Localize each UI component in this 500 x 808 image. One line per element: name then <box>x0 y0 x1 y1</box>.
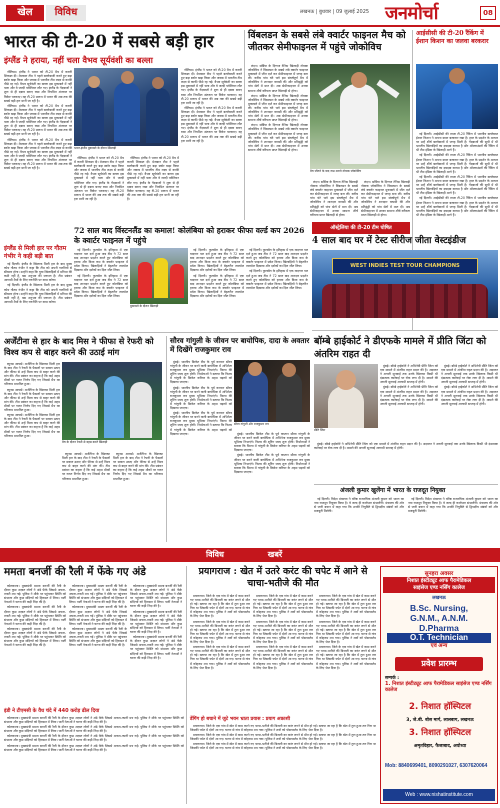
bottom-label-vividh[interactable]: विविध <box>206 550 224 559</box>
story7-body: मुंबई। भारतीय क्रिकेट टीम के पूर्व कप्तान सौरव गांगुली के जीवन पर बनने वाली बायोपिक में अभिनेता राजकुमार राव मुख्य भूमिका निभाएंगे। फिल्म की शूटिंग जल्द शुरू होगी। निर्माताओं ने बताया कि फिल्म में गांगुली के क्रिकेट करियर के अहम पड़ावों को दिखाया जाएगा। मुंबई। भारतीय क्रिकेट टीम के पूर्व कप्तान सौरव गांगुली के जीवन पर बनने वाली बायोपिक में अभिनेता राजकुमार राव मुख्य भूमिका निभाएंगे। फिल्म की शूटिंग जल्द शुरू होगी। निर्माताओं ने बताया कि फिल्म में गांगुली के क्रिकेट करियर के अहम पड़ावों को दिखाया जाएगा। मुंबई। भारतीय क्रिकेट टीम के पूर्व कप्तान सौरव गांगुली के जीवन पर बनने वाली बायोपिक में अभिनेता राजकुमार राव मुख्य भूमिका निभाएंगे। फिल्म की शूटिंग जल्द शुरू होगी। निर्माताओं ने बताया कि फिल्म में गांगुली के क्रिकेट करियर के अहम पड़ावों को दिखाया जाएगा। <box>170 360 232 436</box>
ad-course: B.Sc. Nursing, <box>409 603 469 613</box>
story1-body-col2: नॉटिंघम। इंग्लैंड ने भारत को टी-20 मैच में करारी शिकस्त दी। मेजबान टीम ने पहले बल्लेबाजी करते हुए बड़ा स्कोर खड़ा किया और जवाब में भारतीय टीम लक्ष्य से काफी पीछे रह गई। वैभव सूर्यवंशी का बल्ला इस मुकाबले में नहीं चला और वे जल्दी पवेलियन लौट गए। इंग्लैंड के गेंदबाजों ने शुरू से ही दबाव बनाए रखा और नियमित अंतराल पर विकेट चटकाए। यह टी-20 प्रारूप में भारत की अब तक की सबसे बड़ी हार मानी जा रही है। <box>74 156 124 201</box>
ad-item2: 2. निशात हॉस्पिटल <box>409 702 471 712</box>
story11-body: प्रयागराज। जिले के एक गांव में खेत में काम करने गए चाचा-भतीजे की बिजली का करंट लगने से मौत हो गई। बताया जा रहा है कि खेत में टूटा हुआ तार गिरा था जिसकी चपेट में दोनों आ गए। घटना से गांव में कोहराम मच गया। पुलिस ने शवों को पोस्टमार्टम के लिए भेज दिया है। प्रयागराज। जिले के एक गांव में खेत में काम करने गए चाचा-भतीजे की बिजली का करंट लगने से मौत हो गई। बताया जा रहा है कि खेत में टूटा हुआ तार गिरा था जिसकी चपेट में दोनों आ गए। घटना से गांव में कोहराम मच गया। पुलिस ने शवों को पोस्टमार्टम के लिए भेज दिया है। प्रयागराज। जिले के एक गांव में खेत में काम करने गए चाचा-भतीजे की बिजली का करंट लगने से मौत हो गई। बताया जा रहा है कि खेत में टूटा हुआ तार गिरा था जिसकी चपेट में दोनों आ गए। घटना से गांव में कोहराम मच गया। पुलिस ने शवों को पोस्टमार्टम के लिए भेज दिया है। <box>190 594 250 670</box>
story1-inset-body: नई दिल्ली। इंग्लैंड के खिलाफ मिली हार के बाद मुख्य कोच गौतम गंभीर ने कहा कि टीम को अपनी गलतियों से सीखना होगा। उन्होंने कहा कि युवा खिलाड़ियों में प्रतिभा की कमी नहीं है, बस अनुभव की जरूरत है। टीम प्रबंधन आगामी मैचों के लिए रणनीति पर काम करेगा। नई दिल्ली। इंग्लैंड के खिलाफ मिली हार के बाद मुख्य कोच गौतम गंभीर ने कहा कि टीम को अपनी गलतियों से सीखना होगा। उन्होंने कहा कि युवा खिलाड़ियों में प्रतिभा की कमी नहीं है, बस अनुभव की जरूरत है। टीम प्रबंधन आगामी मैचों के लिए रणनीति पर काम करेगा। <box>4 262 72 304</box>
story1-subhead: इंग्लैंड ने हराया, नहीं चला वैभव सूर्यवंशी का बल्ला <box>4 55 153 65</box>
masthead <box>0 0 500 28</box>
story1-photo <box>74 68 178 146</box>
bottom-section-bar <box>0 548 500 562</box>
ad-address2: 3, जे.बी. बोस मार्ग, लालबाग, लखनऊ <box>406 718 474 723</box>
story2-headline[interactable]: विंबलडन के सबसे लंबे क्वार्टर फाइनल मैच को जीतकर सेमीफाइनल में पहुंचे जोकोविच <box>248 30 406 53</box>
story10-body: कोलकाता। मुख्यमंत्री ममता बनर्जी की रैली के दौरान कुछ अज्ञात लोगों ने अंडे फेंके जिससे अफरा-तफरी मच गई। पुलिस ने मौके पर पहुंचकर स्थिति को संभाला और कुछ संदिग्धों को हिरासत में लिया। पार्टी नेताओं ने घटना की कड़ी निंदा की है। कोलकाता। मुख्यमंत्री ममता बनर्जी की रैली के दौरान कुछ अज्ञात लोगों ने अंडे फेंके जिससे अफरा-तफरी मच गई। पुलिस ने मौके पर पहुंचकर स्थिति को संभाला और कुछ संदिग्धों को हिरासत में लिया। पार्टी नेताओं ने घटना की कड़ी निंदा की है। कोलकाता। मुख्यमंत्री ममता बनर्जी की रैली के दौरान कुछ अज्ञात लोगों ने अंडे फेंके जिससे अफरा-तफरी मच गई। पुलिस ने मौके पर पहुंचकर स्थिति को संभाला और कुछ संदिग्धों को हिरासत में लिया। पार्टी नेताओं ने घटना की कड़ी निंदा की है। <box>4 584 66 648</box>
ad-contact-label: सम्पर्क : <box>385 676 400 681</box>
story5-banner: WEST INDIES TEST TOUR CHAMPIONS <box>332 258 478 274</box>
story1-body: नॉटिंघम। इंग्लैंड ने भारत को टी-20 मैच में करारी शिकस्त दी। मेजबान टीम ने पहले बल्लेबाजी करते हुए बड़ा स्कोर खड़ा किया और जवाब में भारतीय टीम लक्ष्य से काफी पीछे रह गई। वैभव सूर्यवंशी का बल्ला इस मुकाबले में नहीं चला और वे जल्दी पवेलियन लौट गए। इंग्लैंड के गेंदबाजों ने शुरू से ही दबाव बनाए रखा और नियमित अंतराल पर विकेट चटकाए। यह टी-20 प्रारूप में भारत की अब तक की सबसे बड़ी हार मानी जा रही है। नॉटिंघम। इंग्लैंड ने भारत को टी-20 मैच में करारी शिकस्त दी। मेजबान टीम ने पहले बल्लेबाजी करते हुए बड़ा स्कोर खड़ा किया और जवाब में भारतीय टीम लक्ष्य से काफी पीछे रह गई। वैभव सूर्यवंशी का बल्ला इस मुकाबले में नहीं चला और वे जल्दी पवेलियन लौट गए। इंग्लैंड के गेंदबाजों ने शुरू से ही दबाव बनाए रखा और नियमित अंतराल पर विकेट चटकाए। यह टी-20 प्रारूप में भारत की अब तक की सबसे बड़ी हार मानी जा रही है। नॉटिंघम। इंग्लैंड ने भारत को टी-20 मैच में करारी शिकस्त दी। मेजबान टीम ने पहले बल्लेबाजी करते हुए बड़ा स्कोर खड़ा किया और जवाब में भारतीय टीम लक्ष्य से काफी पीछे रह गई। वैभव सूर्यवंशी का बल्ला इस मुकाबले में नहीं चला और वे जल्दी पवेलियन लौट गए। इंग्लैंड के गेंदबाजों ने शुरू से ही दबाव बनाए रखा और नियमित अंतराल पर विकेट चटकाए। यह टी-20 प्रारूप में भारत की अब तक की सबसे बड़ी हार मानी जा रही है। <box>4 70 72 171</box>
story6-body-col2: ब्यूनस आयर्स। अर्जेंटीना के खिलाफ मिली हार के बाद टीम ने रेफरी के फैसलों पर सवाल उठाए और फीफा से उन्हें विश्व कप से बाहर करने की मांग की। टीम प्रबंधन का कहना है कि कई अहम मौकों पर गलत निर्णय दिए गए जिससे मैच का परिणाम प्रभावित हुआ। <box>62 452 110 481</box>
story2-body-col3: लंदन। सर्बिया के दिग्गज टेनिस खिलाड़ी नोवाक जोकोविच ने विंबलडन के सबसे लंबे क्वार्टर फाइनल मुकाबले में जीत दर्ज कर सेमीफाइनल में जगह बना ली। करीब पांच घंटे चले इस संघर्षपूर्ण मैच में जोकोविच ने शानदार वापसी की और प्रतिद्वंद्वी को पांच सेटों में मात दी। अब सेमीफाइनल में उनका सामना शीर्ष वरीयता प्राप्त खिलाड़ी से होगा। <box>361 180 410 217</box>
ad-title-line1: निशात इंस्टीट्यूट आफ पैरामेडिकल <box>406 578 472 584</box>
section-tab-vividh[interactable]: विविध <box>46 5 86 21</box>
masthead-logo: जनमोर्चा <box>385 3 438 24</box>
ad-tagline: सुनहरा अवसर <box>424 571 454 577</box>
story7-photo <box>234 360 310 422</box>
ad-title <box>383 577 495 593</box>
story7-caption: सौरव गांगुली और राजकुमार राव <box>234 422 269 426</box>
dateline: लखनऊ | बुधवार | 09 जुलाई 2025 <box>300 9 370 15</box>
page-number: 08 <box>480 6 496 20</box>
story8-caption: प्रीति जिंटा <box>314 428 326 432</box>
ad-address3: अमृतविहार, फैजाबाद, अयोध्या <box>413 744 467 749</box>
story5-photo <box>312 250 498 318</box>
story4-headline[interactable]: 72 साल बाद विंस्टनलैंड का कमाल! कोलंबिया को हराकर फीफा वर्ल्ड कप 2026 के क्वार्टर फाइनल में पहुंचे <box>74 226 305 245</box>
story5-kicker: ऑस्ट्रेलिया की टी-20 टीम घोषित <box>312 222 410 234</box>
divider <box>4 332 304 333</box>
ad-item1: 1. निशात इंस्टीट्यूट आफ पैरामेडिकल साइंसेज एण्ड नर्सिंग कालेज <box>385 681 492 694</box>
story1-inset <box>4 245 72 340</box>
story6-headline[interactable]: अर्जेंटीना से हार के बाद मिस ने फीफा से रेफरी को विश्व कप से बाहर करने की उठाई मांग <box>4 336 154 357</box>
bottom-label-khabren[interactable]: खबरें <box>267 550 283 559</box>
story6-body: ब्यूनस आयर्स। अर्जेंटीना के खिलाफ मिली हार के बाद टीम ने रेफरी के फैसलों पर सवाल उठाए और फीफा से उन्हें विश्व कप से बाहर करने की मांग की। टीम प्रबंधन का कहना है कि कई अहम मौकों पर गलत निर्णय दिए गए जिससे मैच का परिणाम प्रभावित हुआ। ब्यूनस आयर्स। अर्जेंटीना के खिलाफ मिली हार के बाद टीम ने रेफरी के फैसलों पर सवाल उठाए और फीफा से उन्हें विश्व कप से बाहर करने की मांग की। टीम प्रबंधन का कहना है कि कई अहम मौकों पर गलत निर्णय दिए गए जिससे मैच का परिणाम प्रभावित हुआ। ब्यूनस आयर्स। अर्जेंटीना के खिलाफ मिली हार के बाद टीम ने रेफरी के फैसलों पर सवाल उठाए और फीफा से उन्हें विश्व कप से बाहर करने की मांग की। टीम प्रबंधन का कहना है कि कई अहम मौकों पर गलत निर्णय दिए गए जिससे मैच का परिणाम प्रभावित हुआ। <box>4 362 60 438</box>
story1-body-col3: नॉटिंघम। इंग्लैंड ने भारत को टी-20 मैच में करारी शिकस्त दी। मेजबान टीम ने पहले बल्लेबाजी करते हुए बड़ा स्कोर खड़ा किया और जवाब में भारतीय टीम लक्ष्य से काफी पीछे रह गई। वैभव सूर्यवंशी का बल्ला इस मुकाबले में नहीं चला और वे जल्दी पवेलियन लौट गए। इंग्लैंड के गेंदबाजों ने शुरू से ही दबाव बनाए रखा और नियमित अंतराल पर विकेट चटकाए। यह टी-20 प्रारूप में भारत की अब तक की सबसे बड़ी हार मानी जा रही है। <box>127 156 179 201</box>
story10-body-col3: कोलकाता। मुख्यमंत्री ममता बनर्जी की रैली के दौरान कुछ अज्ञात लोगों ने अंडे फेंके जिससे अफरा-तफरी मच गई। पुलिस ने मौके पर पहुंचकर स्थिति को संभाला और कुछ संदिग्धों को हिरासत में लिया। पार्टी नेताओं ने घटना की कड़ी निंदा की है। कोलकाता। मुख्यमंत्री ममता बनर्जी की रैली के दौरान कुछ अज्ञात लोगों ने अंडे फेंके जिससे अफरा-तफरी मच गई। पुलिस ने मौके पर पहुंचकर स्थिति को संभाला और कुछ संदिग्धों को हिरासत में लिया। पार्टी नेताओं ने घटना की कड़ी निंदा की है। कोलकाता। मुख्यमंत्री ममता बनर्जी की रैली के दौरान कुछ अज्ञात लोगों ने अंडे फेंके जिससे अफरा-तफरी मच गई। पुलिस ने मौके पर पहुंचकर स्थिति को संभाला और कुछ संदिग्धों को हिरासत में लिया। पार्टी नेताओं ने घटना की कड़ी निंदा की है। <box>130 584 182 660</box>
story1-caption: भारत-इंग्लैंड मुकाबले के दौरान खिलाड़ी <box>74 146 117 150</box>
story2-body-col2: लंदन। सर्बिया के दिग्गज टेनिस खिलाड़ी नोवाक जोकोविच ने विंबलडन के सबसे लंबे क्वार्टर फाइनल मुकाबले में जीत दर्ज कर सेमीफाइनल में जगह बना ली। करीब पांच घंटे चले इस संघर्षपूर्ण मैच में जोकोविच ने शानदार वापसी की और प्रतिद्वंद्वी को पांच सेटों में मात दी। अब सेमीफाइनल में उनका सामना शीर्ष वरीयता प्राप्त खिलाड़ी से होगा। <box>310 180 358 217</box>
story3-headline[interactable]: आईसीसी की टी-20 रैंकिंग में ईशान किशन का जलवा बरकरार <box>416 30 489 45</box>
story4-body: नई दिल्ली। फुटबॉल के इतिहास में एक यादगार पल दर्ज हुआ जब टीम ने 72 साल बाद शानदार प्रदर्शन करते हुए कोलंबिया को हराया और विश्व कप के क्वार्टर फाइनल में प्रवेश किया। खिलाड़ियों ने बेहतरीन तालमेल दिखाया और दर्शकों का दिल जीत लिया। नई दिल्ली। फुटबॉल के इतिहास में एक यादगार पल दर्ज हुआ जब टीम ने 72 साल बाद शानदार प्रदर्शन करते हुए कोलंबिया को हराया और विश्व कप के क्वार्टर फाइनल में प्रवेश किया। खिलाड़ियों ने बेहतरीन तालमेल दिखाया और दर्शकों का दिल जीत लिया। <box>74 248 128 299</box>
divider <box>314 484 498 485</box>
story8-body-col2: मुंबई। बॉम्बे हाईकोर्ट ने अभिनेत्री प्रीति जिंटा को एक मामले में अंतरिम राहत प्रदान की है। अदालत ने अगली सुनवाई तक उनके खिलाफ किसी भी दंडात्मक कार्रवाई पर रोक लगा दी है। मामले की अगली सुनवाई आगामी सप्ताह में होगी। मुंबई। बॉम्बे हाईकोर्ट ने अभिनेत्री प्रीति जिंटा को एक मामले में अंतरिम राहत प्रदान की है। अदालत ने अगली सुनवाई तक उनके खिलाफ किसी भी दंडात्मक कार्रवाई पर रोक लगा दी है। मामले की अगली सुनवाई आगामी सप्ताह में होगी। <box>441 364 498 406</box>
divider <box>244 30 245 220</box>
story5-headline[interactable]: 4 साल बाद घर में टेस्ट सीरीज जीता वेस्टइंडीज <box>312 236 466 246</box>
ad-mobile: Mob: 8840699401, 8090291027, 6307620064 <box>385 763 488 769</box>
section-tab-khel[interactable]: खेल <box>6 5 44 21</box>
story10-body-col2: कोलकाता। मुख्यमंत्री ममता बनर्जी की रैली के दौरान कुछ अज्ञात लोगों ने अंडे फेंके जिससे अफरा-तफरी मच गई। पुलिस ने मौके पर पहुंचकर स्थिति को संभाला और कुछ संदिग्धों को हिरासत में लिया। पार्टी नेताओं ने घटना की कड़ी निंदा की है। कोलकाता। मुख्यमंत्री ममता बनर्जी की रैली के दौरान कुछ अज्ञात लोगों ने अंडे फेंके जिससे अफरा-तफरी मच गई। पुलिस ने मौके पर पहुंचकर स्थिति को संभाला और कुछ संदिग्धों को हिरासत में लिया। पार्टी नेताओं ने घटना की कड़ी निंदा की है। कोलकाता। मुख्यमंत्री ममता बनर्जी की रैली के दौरान कुछ अज्ञात लोगों ने अंडे फेंके जिससे अफरा-तफरी मच गई। पुलिस ने मौके पर पहुंचकर स्थिति को संभाला और कुछ संदिग्धों को हिरासत में लिया। पार्टी नेताओं ने घटना की कड़ी निंदा की है। <box>69 584 127 648</box>
story1-headline[interactable]: भारत की टी-20 में सबसे बड़ी हार <box>4 32 214 51</box>
ad-course: O.T. Technician <box>387 633 491 643</box>
ad-item3: 3. निशात हॉस्पिटल <box>409 728 471 738</box>
story11-headline[interactable]: प्रयागराज : खेत में उतरे करंट की चपेट में आने से चाचा-भतीजे की मौत <box>198 566 368 589</box>
story6-photo <box>62 362 162 440</box>
story11-subhead: डेंगिंग हो बचाने में जुटे भवन भ्राता प्रयास : प्रयाग अफ़ाशी <box>190 717 291 722</box>
story10-body-bottom: कोलकाता। मुख्यमंत्री ममता बनर्जी की रैली के दौरान कुछ अज्ञात लोगों ने अंडे फेंके जिससे अफरा-तफरी मच गई। पुलिस ने मौके पर पहुंचकर स्थिति को संभाला और कुछ संदिग्धों को हिरासत में लिया। पार्टी नेताओं ने घटना की कड़ी निंदा की है। कोलकाता। मुख्यमंत्री ममता बनर्जी की रैली के दौरान कुछ अज्ञात लोगों ने अंडे फेंके जिससे अफरा-तफरी मच गई। पुलिस ने मौके पर पहुंचकर स्थिति को संभाला और कुछ संदिग्धों को हिरासत में लिया। पार्टी नेताओं ने घटना की कड़ी निंदा की है। कोलकाता। मुख्यमंत्री ममता बनर्जी की रैली के दौरान कुछ अज्ञात लोगों ने अंडे फेंके जिससे अफरा-तफरी मच गई। पुलिस ने मौके पर पहुंचकर स्थिति को संभाला और कुछ संदिग्धों को हिरासत में लिया। पार्टी नेताओं ने घटना की कड़ी निंदा की है। कोलकाता। मुख्यमंत्री ममता बनर्जी की रैली के दौरान कुछ अज्ञात लोगों ने अंडे फेंके जिससे अफरा-तफरी मच गई। पुलिस ने मौके पर पहुंचकर स्थिति को संभाला और कुछ संदिग्धों को हिरासत में लिया। पार्टी नेताओं ने घटना की कड़ी निंदा की है। <box>4 716 184 752</box>
story2-body: लंदन। सर्बिया के दिग्गज टेनिस खिलाड़ी नोवाक जोकोविच ने विंबलडन के सबसे लंबे क्वार्टर फाइनल मुकाबले में जीत दर्ज कर सेमीफाइनल में जगह बना ली। करीब पांच घंटे चले इस संघर्षपूर्ण मैच में जोकोविच ने शानदार वापसी की और प्रतिद्वंद्वी को पांच सेटों में मात दी। अब सेमीफाइनल में उनका सामना शीर्ष वरीयता प्राप्त खिलाड़ी से होगा। लंदन। सर्बिया के दिग्गज टेनिस खिलाड़ी नोवाक जोकोविच ने विंबलडन के सबसे लंबे क्वार्टर फाइनल मुकाबले में जीत दर्ज कर सेमीफाइनल में जगह बना ली। करीब पांच घंटे चले इस संघर्षपूर्ण मैच में जोकोविच ने शानदार वापसी की और प्रतिद्वंद्वी को पांच सेटों में मात दी। अब सेमीफाइनल में उनका सामना शीर्ष वरीयता प्राप्त खिलाड़ी से होगा। लंदन। सर्बिया के दिग्गज टेनिस खिलाड़ी नोवाक जोकोविच ने विंबलडन के सबसे लंबे क्वार्टर फाइनल मुकाबले में जीत दर्ज कर सेमीफाइनल में जगह बना ली। करीब पांच घंटे चले इस संघर्षपूर्ण मैच में जोकोविच ने शानदार वापसी की और प्रतिद्वंद्वी को पांच सेटों में मात दी। अब सेमीफाइनल में उनका सामना शीर्ष वरीयता प्राप्त खिलाड़ी से होगा। <box>248 64 308 152</box>
story10-headline[interactable]: ममता बनर्जी की रैली में फेंके गए अंडे <box>4 566 146 578</box>
story11-body-bottom: प्रयागराज। जिले के एक गांव में खेत में काम करने गए चाचा-भतीजे की बिजली का करंट लगने से मौत हो गई। बताया जा रहा है कि खेत में टूटा हुआ तार गिरा था जिसकी चपेट में दोनों आ गए। घटना से गांव में कोहराम मच गया। पुलिस ने शवों को पोस्टमार्टम के लिए भेज दिया है। प्रयागराज। जिले के एक गांव में खेत में काम करने गए चाचा-भतीजे की बिजली का करंट लगने से मौत हो गई। बताया जा रहा है कि खेत में टूटा हुआ तार गिरा था जिसकी चपेट में दोनों आ गए। घटना से गांव में कोहराम मच गया। पुलिस ने शवों को पोस्टमार्टम के लिए भेज दिया है। प्रयागराज। जिले के एक गांव में खेत में काम करने गए चाचा-भतीजे की बिजली का करंट लगने से मौत हो गई। बताया जा रहा है कि खेत में टूटा हुआ तार गिरा था जिसकी चपेट में दोनों आ गए। घटना से गांव में कोहराम मच गया। पुलिस ने शवों को पोस्टमार्टम के लिए भेज दिया है। <box>190 724 376 751</box>
story4-body-col3: नई दिल्ली। फुटबॉल के इतिहास में एक यादगार पल दर्ज हुआ जब टीम ने 72 साल बाद शानदार प्रदर्शन करते हुए कोलंबिया को हराया और विश्व कप के क्वार्टर फाइनल में प्रवेश किया। खिलाड़ियों ने बेहतरीन तालमेल दिखाया और दर्शकों का दिल जीत लिया। नई दिल्ली। फुटबॉल के इतिहास में एक यादगार पल दर्ज हुआ जब टीम ने 72 साल बाद शानदार प्रदर्शन करते हुए कोलंबिया को हराया और विश्व कप के क्वार्टर फाइनल में प्रवेश किया। खिलाड़ियों ने बेहतरीन तालमेल दिखाया और दर्शकों का दिल जीत लिया। <box>246 248 308 290</box>
story1-body-col4: नॉटिंघम। इंग्लैंड ने भारत को टी-20 मैच में करारी शिकस्त दी। मेजबान टीम ने पहले बल्लेबाजी करते हुए बड़ा स्कोर खड़ा किया और जवाब में भारतीय टीम लक्ष्य से काफी पीछे रह गई। वैभव सूर्यवंशी का बल्ला इस मुकाबले में नहीं चला और वे जल्दी पवेलियन लौट गए। इंग्लैंड के गेंदबाजों ने शुरू से ही दबाव बनाए रखा और नियमित अंतराल पर विकेट चटकाए। यह टी-20 प्रारूप में भारत की अब तक की सबसे बड़ी हार मानी जा रही है। नॉटिंघम। इंग्लैंड ने भारत को टी-20 मैच में करारी शिकस्त दी। मेजबान टीम ने पहले बल्लेबाजी करते हुए बड़ा स्कोर खड़ा किया और जवाब में भारतीय टीम लक्ष्य से काफी पीछे रह गई। वैभव सूर्यवंशी का बल्ला इस मुकाबले में नहीं चला और वे जल्दी पवेलियन लौट गए। इंग्लैंड के गेंदबाजों ने शुरू से ही दबाव बनाए रखा और नियमित अंतराल पर विकेट चटकाए। यह टी-20 प्रारूप में भारत की अब तक की सबसे बड़ी हार मानी जा रही है। <box>181 68 242 143</box>
story3-body: नई दिल्ली। आईसीसी की ताजा टी-20 रैंकिंग में भारतीय बल्लेबाज ईशान किशन ने अपना स्थान बरकरार रखा है। हाल के प्रदर्शन के आधार पर उन्हें शीर्ष बल्लेबाजों में जगह मिली है। गेंदबाजों की सूची में भी भारतीय खिलाड़ियों का दबदबा कायम है और ऑलराउंडरों की रैंकिंग में भी टीम इंडिया के खिलाड़ी आगे हैं। नई दिल्ली। आईसीसी की ताजा टी-20 रैंकिंग में भारतीय बल्लेबाज ईशान किशन ने अपना स्थान बरकरार रखा है। हाल के प्रदर्शन के आधार पर उन्हें शीर्ष बल्लेबाजों में जगह मिली है। गेंदबाजों की सूची में भी भारतीय खिलाड़ियों का दबदबा कायम है और ऑलराउंडरों की रैंकिंग में भी टीम इंडिया के खिलाड़ी आगे हैं। नई दिल्ली। आईसीसी की ताजा टी-20 रैंकिंग में भारतीय बल्लेबाज ईशान किशन ने अपना स्थान बरकरार रखा है। हाल के प्रदर्शन के आधार पर उन्हें शीर्ष बल्लेबाजों में जगह मिली है। गेंदबाजों की सूची में भी भारतीय खिलाड़ियों का दबदबा कायम है और ऑलराउंडरों की रैंकिंग में भी टीम इंडिया के खिलाड़ी आगे हैं। नई दिल्ली। आईसीसी की ताजा टी-20 रैंकिंग में भारतीय बल्लेबाज ईशान किशन ने अपना स्थान बरकरार रखा है। हाल के प्रदर्शन के आधार पर उन्हें शीर्ष बल्लेबाजों में जगह मिली है। गेंदबाजों की सूची में भी भारतीय खिलाड़ियों का दबदबा कायम है और ऑलराउंडरों की रैंकिंग में भी टीम इंडिया के खिलाड़ी आगे हैं। <box>416 132 498 217</box>
story7-body-col2: मुंबई। भारतीय क्रिकेट टीम के पूर्व कप्तान सौरव गांगुली के जीवन पर बनने वाली बायोपिक में अभिनेता राजकुमार राव मुख्य भूमिका निभाएंगे। फिल्म की शूटिंग जल्द शुरू होगी। निर्माताओं ने बताया कि फिल्म में गांगुली के क्रिकेट करियर के अहम पड़ावों को दिखाया जाएगा। मुंबई। भारतीय क्रिकेट टीम के पूर्व कप्तान सौरव गांगुली के जीवन पर बनने वाली बायोपिक में अभिनेता राजकुमार राव मुख्य भूमिका निभाएंगे। फिल्म की शूटिंग जल्द शुरू होगी। निर्माताओं ने बताया कि फिल्म में गांगुली के क्रिकेट करियर के अहम पड़ावों को दिखाया जाएगा। <box>234 432 310 474</box>
story8-photo <box>314 364 378 428</box>
story8-headline[interactable]: बॉम्बे हाईकोर्ट ने डीएफके मामले में प्रीति जिंटा को अंतरिम राहत दी <box>314 336 487 360</box>
story7-headline[interactable]: सौरव गांगुली के जीवन पर बायोपिक, दादा के अवतार में दिखेंगे राजकुमार राव <box>170 336 310 355</box>
ad-course: D.Pharma <box>419 623 459 633</box>
story11-body-col3: प्रयागराज। जिले के एक गांव में खेत में काम करने गए चाचा-भतीजे की बिजली का करंट लगने से मौत हो गई। बताया जा रहा है कि खेत में टूटा हुआ तार गिरा था जिसकी चपेट में दोनों आ गए। घटना से गांव में कोहराम मच गया। पुलिस ने शवों को पोस्टमार्टम के लिए भेज दिया है। प्रयागराज। जिले के एक गांव में खेत में काम करने गए चाचा-भतीजे की बिजली का करंट लगने से मौत हो गई। बताया जा रहा है कि खेत में टूटा हुआ तार गिरा था जिसकी चपेट में दोनों आ गए। घटना से गांव में कोहराम मच गया। पुलिस ने शवों को पोस्टमार्टम के लिए भेज दिया है। प्रयागराज। जिले के एक गांव में खेत में काम करने गए चाचा-भतीजे की बिजली का करंट लगने से मौत हो गई। बताया जा रहा है कि खेत में टूटा हुआ तार गिरा था जिसकी चपेट में दोनों आ गए। घटना से गांव में कोहराम मच गया। पुलिस ने शवों को पोस्टमार्टम के लिए भेज दिया है। <box>316 594 376 670</box>
story10-subhead: इंडी ने टीएमसी के वैध चंदे में 440 करोड़ ढील दिया <box>4 708 100 714</box>
ad-website[interactable]: Web : www.nishatinstitute.com <box>383 789 495 801</box>
advertisement[interactable] <box>380 566 498 804</box>
story8-body: मुंबई। बॉम्बे हाईकोर्ट ने अभिनेत्री प्रीति जिंटा को एक मामले में अंतरिम राहत प्रदान की है। अदालत ने अगली सुनवाई तक उनके खिलाफ किसी भी दंडात्मक कार्रवाई पर रोक लगा दी है। मामले की अगली सुनवाई आगामी सप्ताह में होगी। मुंबई। बॉम्बे हाईकोर्ट ने अभिनेत्री प्रीति जिंटा को एक मामले में अंतरिम राहत प्रदान की है। अदालत ने अगली सुनवाई तक उनके खिलाफ किसी भी दंडात्मक कार्रवाई पर रोक लगा दी है। मामले की अगली सुनवाई आगामी सप्ताह में होगी। <box>380 364 438 406</box>
story2-photo <box>310 64 410 169</box>
story4-caption: मुकाबले के दौरान खिलाड़ी <box>130 304 159 308</box>
ad-course: एवं अन्य <box>430 643 448 649</box>
story6-caption: मैच के दौरान रेफरी से बहस करते खिलाड़ी <box>62 440 108 444</box>
story6-body-col3: ब्यूनस आयर्स। अर्जेंटीना के खिलाफ मिली हार के बाद टीम ने रेफरी के फैसलों पर सवाल उठाए और फीफा से उन्हें विश्व कप से बाहर करने की मांग की। टीम प्रबंधन का कहना है कि कई अहम मौकों पर गलत निर्णय दिए गए जिससे मैच का परिणाम प्रभावित हुआ। <box>113 452 163 481</box>
masthead-rule <box>0 25 500 27</box>
ad-admission: प्रवेश प्रारम्भ <box>395 657 483 671</box>
story9-body: नई दिल्ली। विदेश मंत्रालय ने वरिष्ठ राजनयिक अंजली कुमार को भारत का नया राजदूत नियुक्त किया है। वे जल्द ही कार्यभार संभालेंगी। मंत्रालय की ओर से जारी बयान में कहा गया कि उनकी नियुक्ति से द्विपक्षीय संबंधों को और मजबूती मिलेगी। <box>314 497 404 514</box>
story9-headline[interactable]: अंजली कुमार खुलेंगा में भारत के राजदूत नियुक्त <box>340 487 446 494</box>
story2-caption: मैच जीतने के बाद जश्न मनाते नोवाक जोकोविच <box>310 169 362 173</box>
divider <box>312 330 498 331</box>
story4-photo <box>130 248 188 304</box>
story9-body-col2: नई दिल्ली। विदेश मंत्रालय ने वरिष्ठ राजनयिक अंजली कुमार को भारत का नया राजदूत नियुक्त किया है। वे जल्द ही कार्यभार संभालेंगी। मंत्रालय की ओर से जारी बयान में कहा गया कि उनकी नियुक्ति से द्विपक्षीय संबंधों को और मजबूती मिलेगी। <box>408 497 498 514</box>
divider <box>186 566 187 804</box>
ad-course: G.N.M., A.N.M. <box>410 613 468 623</box>
story1-inset-headline[interactable]: इंग्लैंड से मिली हार पर गौतम गंभीर ने कही बड़ी बात <box>4 245 67 260</box>
story11-body-col2: प्रयागराज। जिले के एक गांव में खेत में काम करने गए चाचा-भतीजे की बिजली का करंट लगने से मौत हो गई। बताया जा रहा है कि खेत में टूटा हुआ तार गिरा था जिसकी चपेट में दोनों आ गए। घटना से गांव में कोहराम मच गया। पुलिस ने शवों को पोस्टमार्टम के लिए भेज दिया है। प्रयागराज। जिले के एक गांव में खेत में काम करने गए चाचा-भतीजे की बिजली का करंट लगने से मौत हो गई। बताया जा रहा है कि खेत में टूटा हुआ तार गिरा था जिसकी चपेट में दोनों आ गए। घटना से गांव में कोहराम मच गया। पुलिस ने शवों को पोस्टमार्टम के लिए भेज दिया है। प्रयागराज। जिले के एक गांव में खेत में काम करने गए चाचा-भतीजे की बिजली का करंट लगने से मौत हो गई। बताया जा रहा है कि खेत में टूटा हुआ तार गिरा था जिसकी चपेट में दोनों आ गए। घटना से गांव में कोहराम मच गया। पुलिस ने शवों को पोस्टमार्टम के लिए भेज दिया है। <box>253 594 313 670</box>
story3-photo <box>416 64 498 129</box>
story4-body-col2: नई दिल्ली। फुटबॉल के इतिहास में एक यादगार पल दर्ज हुआ जब टीम ने 72 साल बाद शानदार प्रदर्शन करते हुए कोलंबिया को हराया और विश्व कप के क्वार्टर फाइनल में प्रवेश किया। खिलाड़ियों ने बेहतरीन तालमेल दिखाया और दर्शकों का दिल जीत लिया। नई दिल्ली। फुटबॉल के इतिहास में एक यादगार पल दर्ज हुआ जब टीम ने 72 साल बाद शानदार प्रदर्शन करते हुए कोलंबिया को हराया और विश्व कप के क्वार्टर फाइनल में प्रवेश किया। खिलाड़ियों ने बेहतरीन तालमेल दिखाया और दर्शकों का दिल जीत लिया। <box>190 248 244 299</box>
ad-title-line2: साइंसेज एण्ड नर्सिंग कालेज <box>413 585 465 591</box>
story8-body-cont: मुंबई। बॉम्बे हाईकोर्ट ने अभिनेत्री प्रीति जिंटा को एक मामले में अंतरिम राहत प्रदान की है। अदालत ने अगली सुनवाई तक उनके खिलाफ किसी भी दंडात्मक कार्रवाई पर रोक लगा दी है। मामले की अगली सुनवाई आगामी सप्ताह में होगी। <box>314 442 498 451</box>
ad-city: लखनऊ <box>432 596 446 601</box>
ad-courses <box>387 603 491 650</box>
divider <box>166 336 167 542</box>
